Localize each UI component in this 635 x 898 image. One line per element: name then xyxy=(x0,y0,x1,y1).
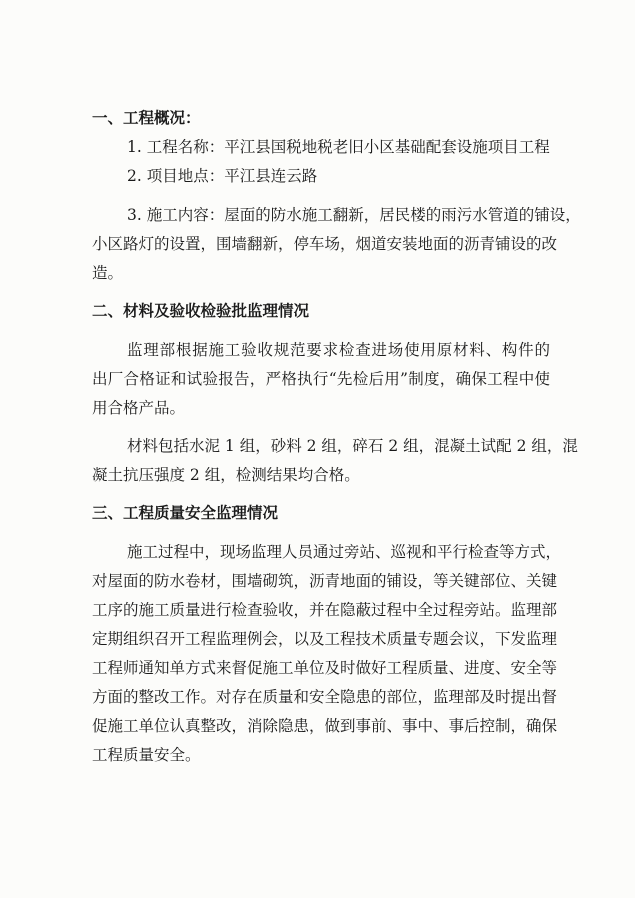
quality-paragraph-line: 工程师通知单方式来督促施工单位及时做好工程质量、进度、安全等 xyxy=(92,659,558,677)
materials-paragraph-line: 监理部根据施工验收规范要求检查进场使用原材料、构件的 xyxy=(127,341,550,359)
quality-paragraph-line: 定期组织召开工程监理例会，以及工程技术质量专题会议，下发监理 xyxy=(92,630,558,648)
materials-list-line: 凝土抗压强度 2 组，检测结果均合格。 xyxy=(92,466,360,484)
project-name-item: 1. 工程名称：平江县国税地税老旧小区基础配套设施项目工程 xyxy=(127,138,550,156)
materials-list-line: 材料包括水泥 1 组，砂料 2 组，碎石 2 组，混凝土试配 2 组，混 xyxy=(127,437,578,455)
section-1-heading: 一、工程概况： xyxy=(92,108,201,127)
project-location-item: 2. 项目地点：平江县连云路 xyxy=(127,167,318,185)
section-2-heading: 二、材料及验收检验批监理情况 xyxy=(92,301,310,320)
quality-paragraph-line: 促施工单位认真整改，消除隐患，做到事前、事中、事后控制，确保 xyxy=(92,717,558,735)
quality-paragraph-line: 工程质量安全。 xyxy=(92,746,201,764)
construction-content-line: 小区路灯的设置，围墙翻新，停车场，烟道安装地面的沥青铺设的改 xyxy=(92,235,558,253)
quality-paragraph-line: 对屋面的防水卷材，围墙砌筑，沥青地面的铺设，等关键部位、关键 xyxy=(92,572,558,590)
construction-content-line: 3. 施工内容：屋面的防水施工翻新，居民楼的雨污水管道的铺设， xyxy=(127,206,581,224)
section-3-heading: 三、工程质量安全监理情况 xyxy=(92,503,279,522)
quality-paragraph-line: 施工过程中，现场监理人员通过旁站、巡视和平行检查等方式， xyxy=(127,543,562,561)
materials-paragraph-line: 出厂合格证和试验报告，严格执行“先检后用”制度，确保工程中使 xyxy=(92,370,550,388)
construction-content-line: 造。 xyxy=(92,264,124,282)
materials-paragraph-line: 用合格产品。 xyxy=(92,399,186,417)
quality-paragraph-line: 工序的施工质量进行检查验收，并在隐蔽过程中全过程旁站。监理部 xyxy=(92,601,558,619)
quality-paragraph-line: 方面的整改工作。对存在质量和安全隐患的部位，监理部及时提出督 xyxy=(92,688,558,706)
